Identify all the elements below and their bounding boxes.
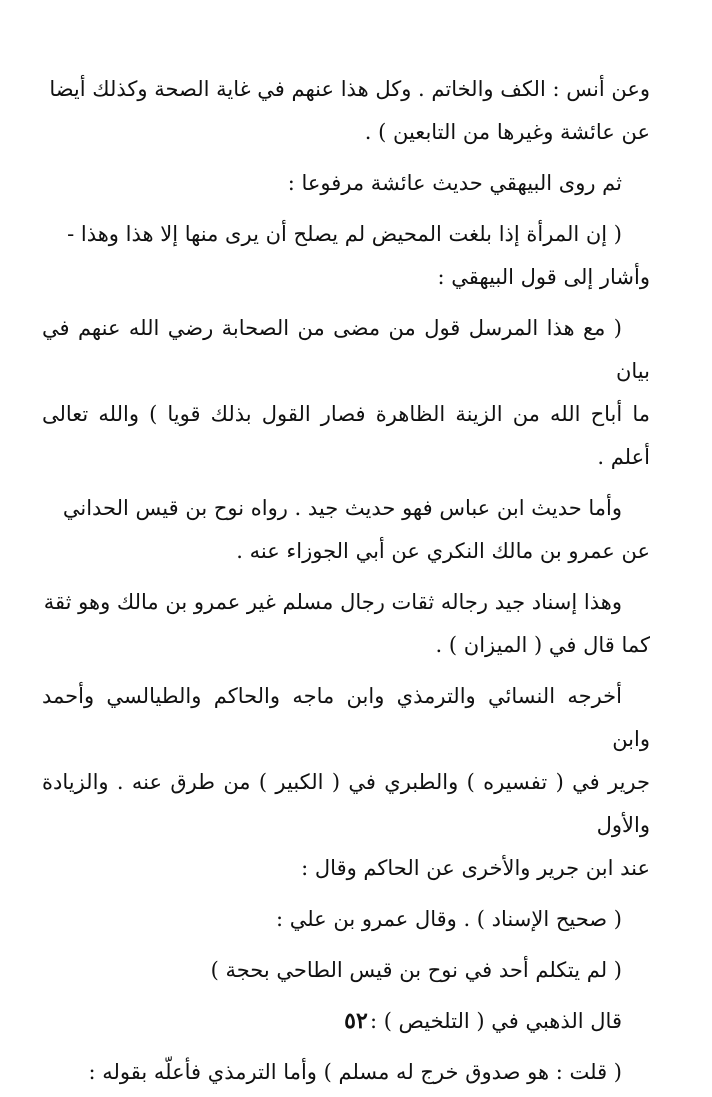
- page-number: ٥٢: [344, 1008, 368, 1034]
- text-line: وأما حديث ابن عباس فهو حديث جيد . رواه نوح بن قيس الحداني: [62, 496, 622, 520]
- text-line: وعن أنس : الكف والخاتم . وكل هذا عنهم في غاية الصحة وكذلك أيضا: [49, 77, 650, 101]
- text-line: جرير في ( تفسيره ) والطبري في ( الكبير ) من طرق عنه . والزيادة والأول: [42, 770, 650, 837]
- text-line: أخرجه النسائي والترمذي وابن ماجه والحاكم والطيالسي وأحمد وابن: [42, 684, 650, 751]
- text-line: ( قلت : هو صدوق خرج له مسلم ) وأما الترمذي فأعلّه بقوله :: [88, 1060, 622, 1084]
- paragraph: [42, 162, 650, 205]
- paragraph: [42, 213, 650, 299]
- text-line: ( لم يتكلم أحد في نوح بن قيس الطاحي بحجة ): [210, 958, 622, 982]
- paragraph: [42, 949, 650, 992]
- paragraph: [42, 1051, 650, 1094]
- text-line: ( مع هذا المرسل قول من مضى من الصحابة رضي الله عنهم في بيان: [42, 316, 650, 383]
- body-text: [42, 68, 650, 1094]
- paragraph: [42, 68, 650, 154]
- text-line: ( صحيح الإسناد ) . وقال عمرو بن علي :: [275, 907, 622, 931]
- text-line: وهذا إسناد جيد رجاله ثقات رجال مسلم غير عمرو بن مالك وهو ثقة: [43, 590, 622, 614]
- text-line: عند ابن جرير والأخرى عن الحاكم وقال :: [301, 856, 650, 880]
- paragraph: [42, 675, 650, 890]
- paragraph: [42, 487, 650, 573]
- text-line: وأشار إلى قول البيهقي :: [437, 265, 650, 289]
- text-line: ثم روى البيهقي حديث عائشة مرفوعا :: [287, 171, 622, 195]
- paragraph: [42, 581, 650, 667]
- paragraph: [42, 898, 650, 941]
- paragraph: [42, 307, 650, 479]
- text-line: ما أباح الله من الزينة الظاهرة فصار القول بذلك قويا ) والله تعالى أعلم .: [42, 402, 650, 469]
- text-line: ( إن المرأة إذا بلغت المحيض لم يصلح أن يرى منها إلا هذا وهذا -: [67, 222, 622, 246]
- text-line: قال الذهبي في ( التلخيص ) :: [369, 1009, 622, 1033]
- text-line: عن عائشة وغيرها من التابعين ) .: [364, 120, 650, 144]
- text-line: كما قال في ( الميزان ) .: [435, 633, 650, 657]
- text-line: عن عمرو بن مالك النكري عن أبي الجوزاء عنه .: [236, 539, 650, 563]
